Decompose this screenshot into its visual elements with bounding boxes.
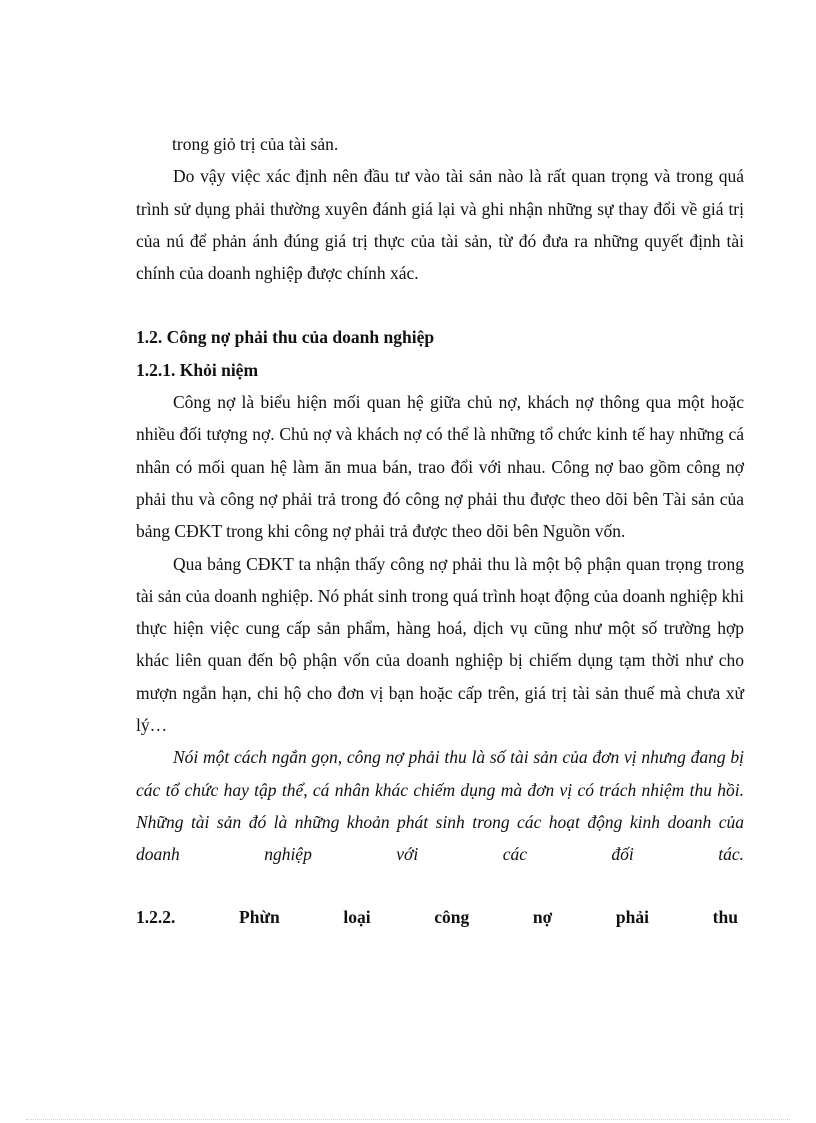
heading-word: nợ: [532, 906, 553, 927]
page-bottom-rule: [26, 1119, 790, 1120]
paragraph-definition: Công nợ là biểu hiện mối quan hệ giữa chủ nợ, khách nợ thông qua một hoặc nhiều đối tượng nợ. Chủ nợ và khách nợ có thể là những tổ chức kinh tế hay những cá nhân có mối quan hệ làm ăn mua bán, trao đổi với nhau. Công nợ bao gồm công nợ phải thu và công nợ phải trả trong đó công nợ phải thu được theo dõi bên Tài sản của bảng CĐKT trong khi công nợ phải trả được theo dõi bên Nguồn vốn.: [136, 392, 744, 542]
heading-word: thu: [712, 906, 738, 927]
paragraph-balance-sheet: Qua bảng CĐKT ta nhận thấy công nợ phải thu là một bộ phận quan trọng trong tài sản của doanh nghiệp. Nó phát sinh trong quá trình hoạt động của doanh nghiệp khi thực hiện việc cung cấp sản phẩm, hàng hoá, dịch vụ cũng như một số trường hợp khác liên quan đến bộ phận vốn của doanh nghiệp bị chiếm dụng tạm thời như cho mượn ngắn hạn, chi hộ cho đơn vị bạn hoặc cấp trên, giá trị tài sản thuế mà chưa xử lý…: [136, 553, 744, 736]
heading-word: phải: [615, 906, 649, 927]
section-heading: 1.2. Công nợ phải thu của doanh nghiệp: [136, 327, 435, 348]
heading-word: Phừn: [239, 906, 280, 927]
spacer: [136, 289, 744, 321]
page-content: [136, 128, 744, 933]
spacer: [136, 871, 744, 901]
heading-word: công: [434, 906, 470, 927]
next-subsection-heading: [136, 901, 738, 933]
continuation-line: trong giỏ trị của tài sản.: [172, 134, 339, 154]
paragraph-investment-decision: Do vậy việc xác định nên đầu tư vào tài sản nào là rất quan trọng và trong quá trình sử dụng phải thường xuyên đánh giá lại và ghi nhận những sự thay đổi về giá trị của nú để phản ánh đúng giá trị thực của tài sản, từ đó đưa ra những quyết định tài chính của doanh nghiệp được chính xác.: [136, 166, 744, 284]
subsection-heading: 1.2.1. Khỏi niệm: [136, 359, 259, 380]
paragraph-summary-italic: Nói một cách ngắn gọn, công nợ phải thu là số tài sản của đơn vị nhưng đang bị các tổ chức hay tập thể, cá nhân khác chiếm dụng mà đơn vị có trách nhiệm thu hồi. Những tài sản đó là những khoản phát sinh trong các hoạt động kinh doanh của doanh nghiệp với các đối tác.: [136, 747, 744, 865]
heading-word: 1.2.2.: [136, 906, 176, 927]
heading-word: loại: [343, 906, 371, 927]
